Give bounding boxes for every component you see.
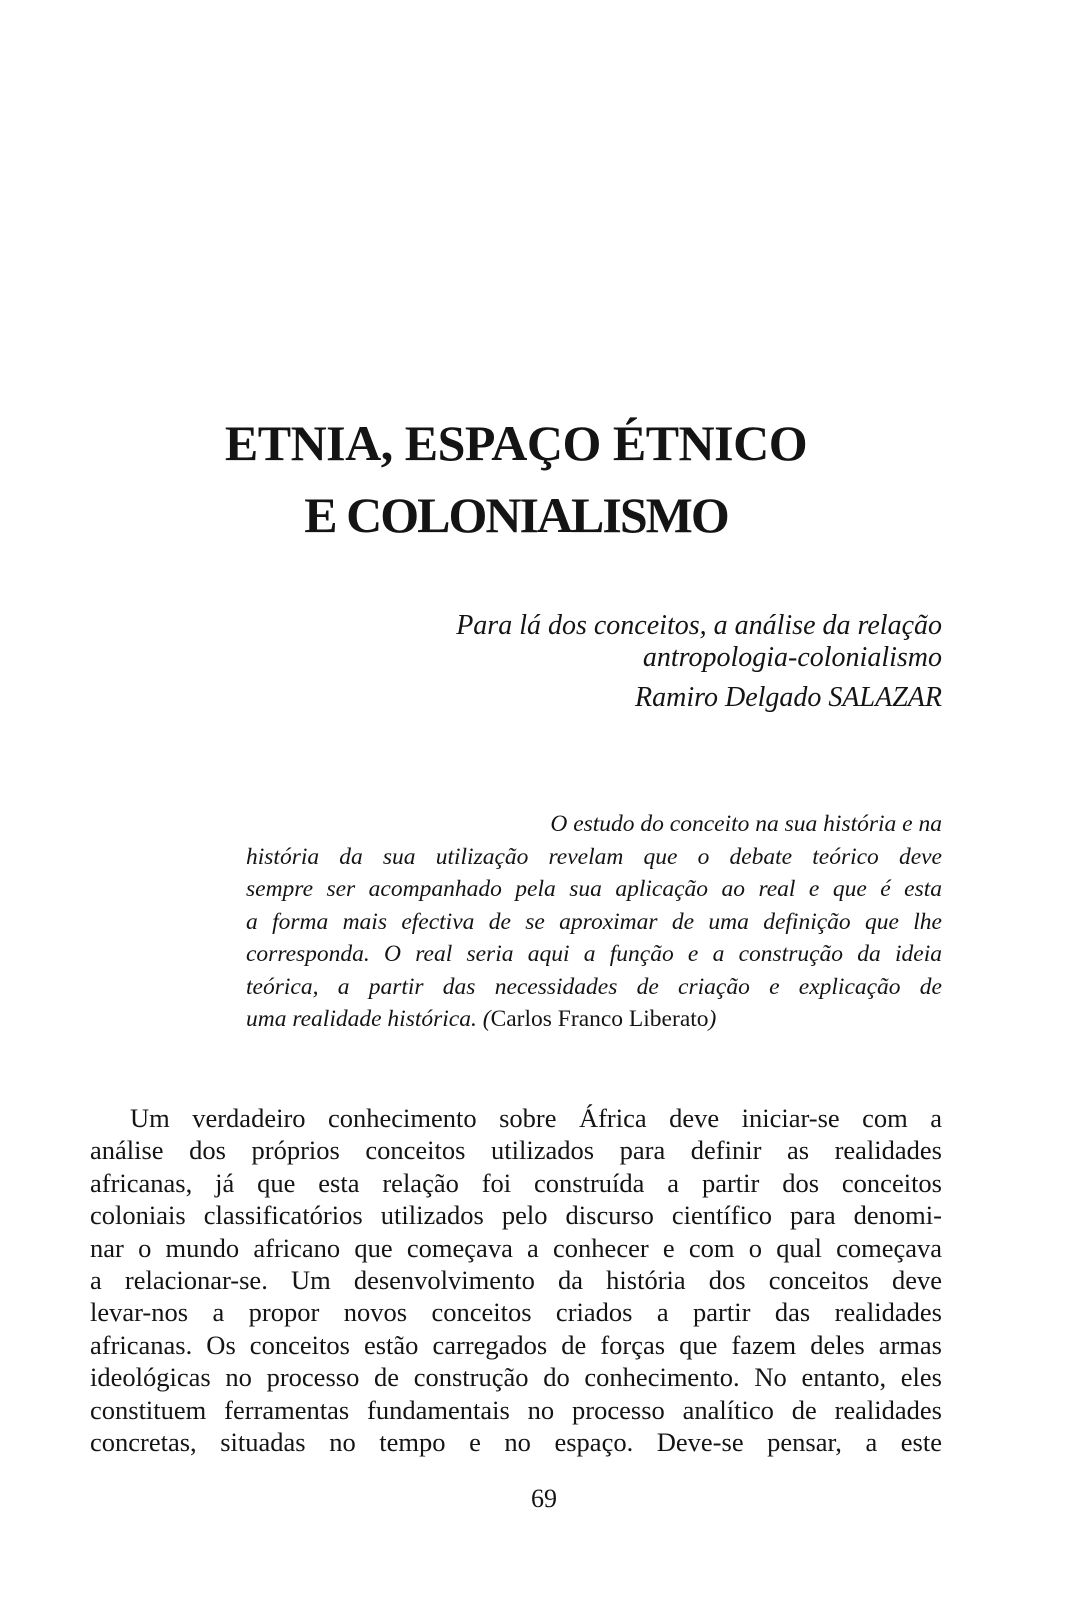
epigraph-line: O estudo do conceito na sua história e na (550, 811, 942, 837)
epigraph-citation: Carlos Franco Liberato (490, 1006, 709, 1032)
article-title-line-2: E COLONIALISMO (304, 487, 728, 543)
citation-open-paren: ( (482, 1006, 491, 1032)
body-line: coloniais classificatórios utilizados pelo discurso científico para denomi- (90, 1200, 942, 1231)
article-title-line-1: ETNIA, ESPAÇO ÉTNICO (224, 415, 808, 471)
epigraph-line: teórica, a partir das necessidades de criação e explicação de (246, 973, 942, 1000)
epigraph-line: uma realidade histórica. (246, 1006, 483, 1032)
article-subtitle (302, 610, 942, 674)
epigraph-line: história da sua utilização revelam que o debate teórico deve (246, 843, 942, 870)
epigraph-line: a forma mais efectiva de se aproximar de uma definição que lhe (246, 908, 942, 935)
author-name: Ramiro Delgado SALAZAR (635, 682, 942, 713)
citation-close-paren: ) (708, 1006, 717, 1032)
epigraph-line: sempre ser acompanhado pela sua aplicação ao real e que é esta (246, 876, 942, 902)
body-line: ideológicas no processo de construção do conhecimento. No entanto, eles (90, 1362, 942, 1393)
epigraph-last-line (246, 1003, 942, 1036)
epigraph-line: corresponda. O real seria aqui a função e a construção da ideia (246, 941, 942, 967)
body-line: levar-nos a propor novos conceitos criados a partir das realidades (90, 1297, 942, 1328)
body-line: africanas. Os conceitos estão carregados de forças que fazem deles armas (90, 1329, 942, 1360)
epigraph (246, 808, 942, 1036)
body-paragraph (90, 1102, 942, 1458)
body-line: Um verdadeiro conhecimento sobre África deve iniciar-se com a (130, 1103, 942, 1133)
body-line: nar o mundo africano que começava a conhecer e com o qual começava (90, 1232, 942, 1263)
page-number: 69 (531, 1484, 557, 1513)
body-line: análise dos próprios conceitos utilizados para definir as realidades (90, 1135, 942, 1166)
body-line: concretas, situadas no tempo e no espaço. Deve-se pensar, a este (90, 1427, 942, 1458)
body-line: a relacionar-se. Um desenvolvimento da história dos conceitos deve (90, 1265, 942, 1296)
subtitle-line: Para lá dos conceitos, a análise da relação (456, 610, 942, 641)
subtitle-line: antropologia-colonialismo (642, 642, 942, 673)
body-line: constituem ferramentas fundamentais no processo analítico de realidades (90, 1394, 942, 1425)
body-line: africanas, já que esta relação foi construída a partir dos conceitos (90, 1167, 942, 1198)
